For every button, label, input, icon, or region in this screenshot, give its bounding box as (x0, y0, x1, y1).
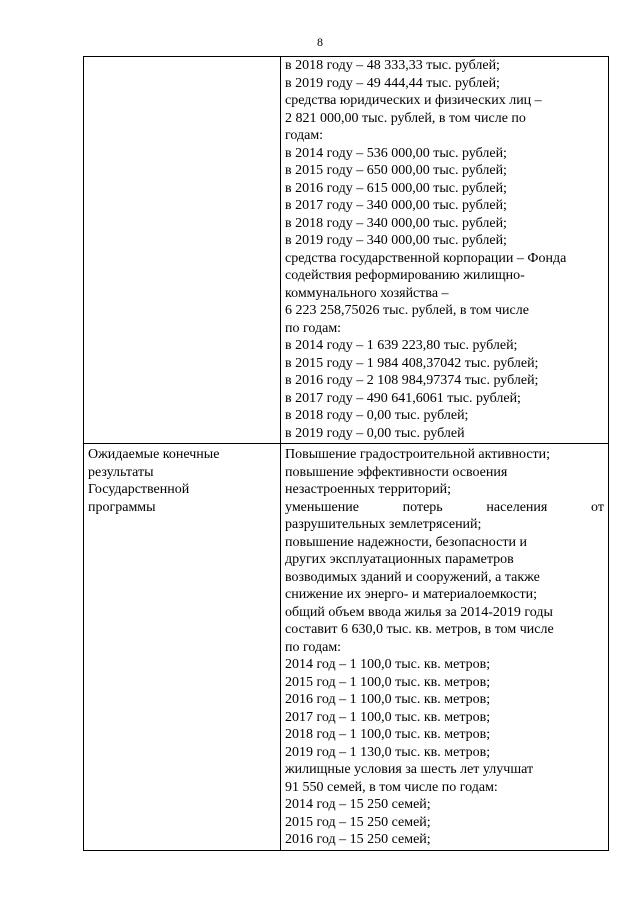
row-label-empty (84, 57, 281, 444)
row-label-line: программы (88, 499, 156, 515)
result-text-line: 2019 год – 1 130,0 тыс. кв. метров; (285, 744, 491, 760)
funding-text-line: в 2014 году – 1 639 223,80 тыс. рублей; (285, 338, 518, 353)
result-text-line: 2017 год – 1 100,0 тыс. кв. метров; (285, 709, 491, 725)
funding-text-line: в 2015 году – 650 000,00 тыс. рублей; (285, 163, 507, 178)
funding-text-line: в 2019 году – 0,00 тыс. рублей (285, 425, 465, 441)
funding-text-line: в 2017 году – 490 641,6061 тыс. рублей; (285, 390, 521, 406)
funding-text-line: коммунального хозяйства – (285, 285, 449, 301)
funding-text-line: в 2014 году – 536 000,00 тыс. рублей; (285, 145, 507, 161)
result-text-line: 2016 год – 15 250 семей; (285, 832, 431, 847)
row-label-line: Ожидаемые конечные (88, 447, 220, 462)
program-passport-table (83, 56, 609, 851)
funding-text-line: средства государственной корпорации – Фонда (285, 250, 567, 266)
result-text-line: составит 6 630,0 тыс. кв. метров, в том числе (285, 622, 554, 637)
result-text-line: 2015 год – 1 100,0 тыс. кв. метров; (285, 674, 491, 690)
result-text-line: Повышение градостроительной активности; (285, 447, 551, 462)
funding-text-line: 2 821 000,00 тыс. рублей, в том числе по (285, 110, 526, 126)
result-text-line: жилищные условия за шесть лет улучшат (285, 762, 534, 777)
result-text-line: повышение надежности, безопасности и (285, 534, 527, 550)
funding-text-line: в 2018 году – 340 000,00 тыс. рублей; (285, 215, 507, 231)
page-number: 8 (317, 35, 323, 49)
funding-text-line: в 2019 году – 340 000,00 тыс. рублей; (285, 233, 507, 248)
justified-word: уменьшение (285, 499, 359, 515)
justified-word: потерь (402, 499, 443, 515)
expected-results-content-cell (281, 444, 609, 851)
funding-text-line: в 2016 году – 2 108 984,97374 тыс. рублей; (285, 373, 539, 388)
funding-text-line: в 2018 году – 0,00 тыс. рублей; (285, 408, 469, 423)
funding-text-line: по годам: (285, 320, 342, 336)
result-text-line: 2016 год – 1 100,0 тыс. кв. метров; (285, 692, 491, 707)
funding-text-line: 6 223 258,75026 тыс. рублей, в том числе (285, 303, 529, 318)
result-text-line: по годам: (285, 639, 342, 655)
result-text-line: разрушительных землетрясений; (285, 517, 482, 532)
result-text-line: незастроенных территорий; (285, 482, 452, 497)
result-text-line: повышение эффективности освоения (285, 464, 508, 480)
result-text-line: снижение их энерго- и материалоемкости; (285, 587, 538, 602)
justified-word: от (591, 499, 604, 515)
table-row-expected-results (84, 444, 609, 851)
result-text-line: 2014 год – 1 100,0 тыс. кв. метров; (285, 657, 491, 672)
result-text-line-justified (285, 499, 604, 517)
funding-text-line: средства юридических и физических лиц – (285, 93, 542, 108)
result-text-line: возводимых зданий и сооружений, а также (285, 569, 540, 585)
result-text-line: общий объем ввода жилья за 2014-2019 годы (285, 604, 553, 620)
result-text-line: 91 550 семей, в том числе по годам: (285, 779, 498, 795)
result-text-line: 2015 год – 15 250 семей; (285, 814, 431, 830)
funding-text-line: в 2017 году – 340 000,00 тыс. рублей; (285, 198, 507, 213)
result-text-line: других эксплуатационных параметров (285, 552, 514, 567)
justified-word: населения (486, 499, 548, 515)
funding-content-cell (281, 57, 609, 444)
result-text-line: 2018 год – 1 100,0 тыс. кв. метров; (285, 727, 491, 742)
funding-text-line: годам: (285, 128, 324, 143)
funding-text-line: в 2016 году – 615 000,00 тыс. рублей; (285, 180, 507, 196)
table-row-funding (84, 57, 609, 444)
row-label-expected-results (84, 444, 281, 851)
row-label-line: результаты (88, 464, 154, 480)
result-text-line: 2014 год – 15 250 семей; (285, 797, 431, 812)
funding-text-line: в 2015 году – 1 984 408,37042 тыс. рублей; (285, 355, 539, 371)
funding-text-line: в 2019 году – 49 444,44 тыс. рублей; (285, 75, 500, 91)
row-label-line: Государственной (88, 482, 190, 497)
funding-text-line: содействия реформированию жилищно- (285, 268, 525, 283)
funding-text-line: в 2018 году – 48 333,33 тыс. рублей; (285, 58, 500, 73)
